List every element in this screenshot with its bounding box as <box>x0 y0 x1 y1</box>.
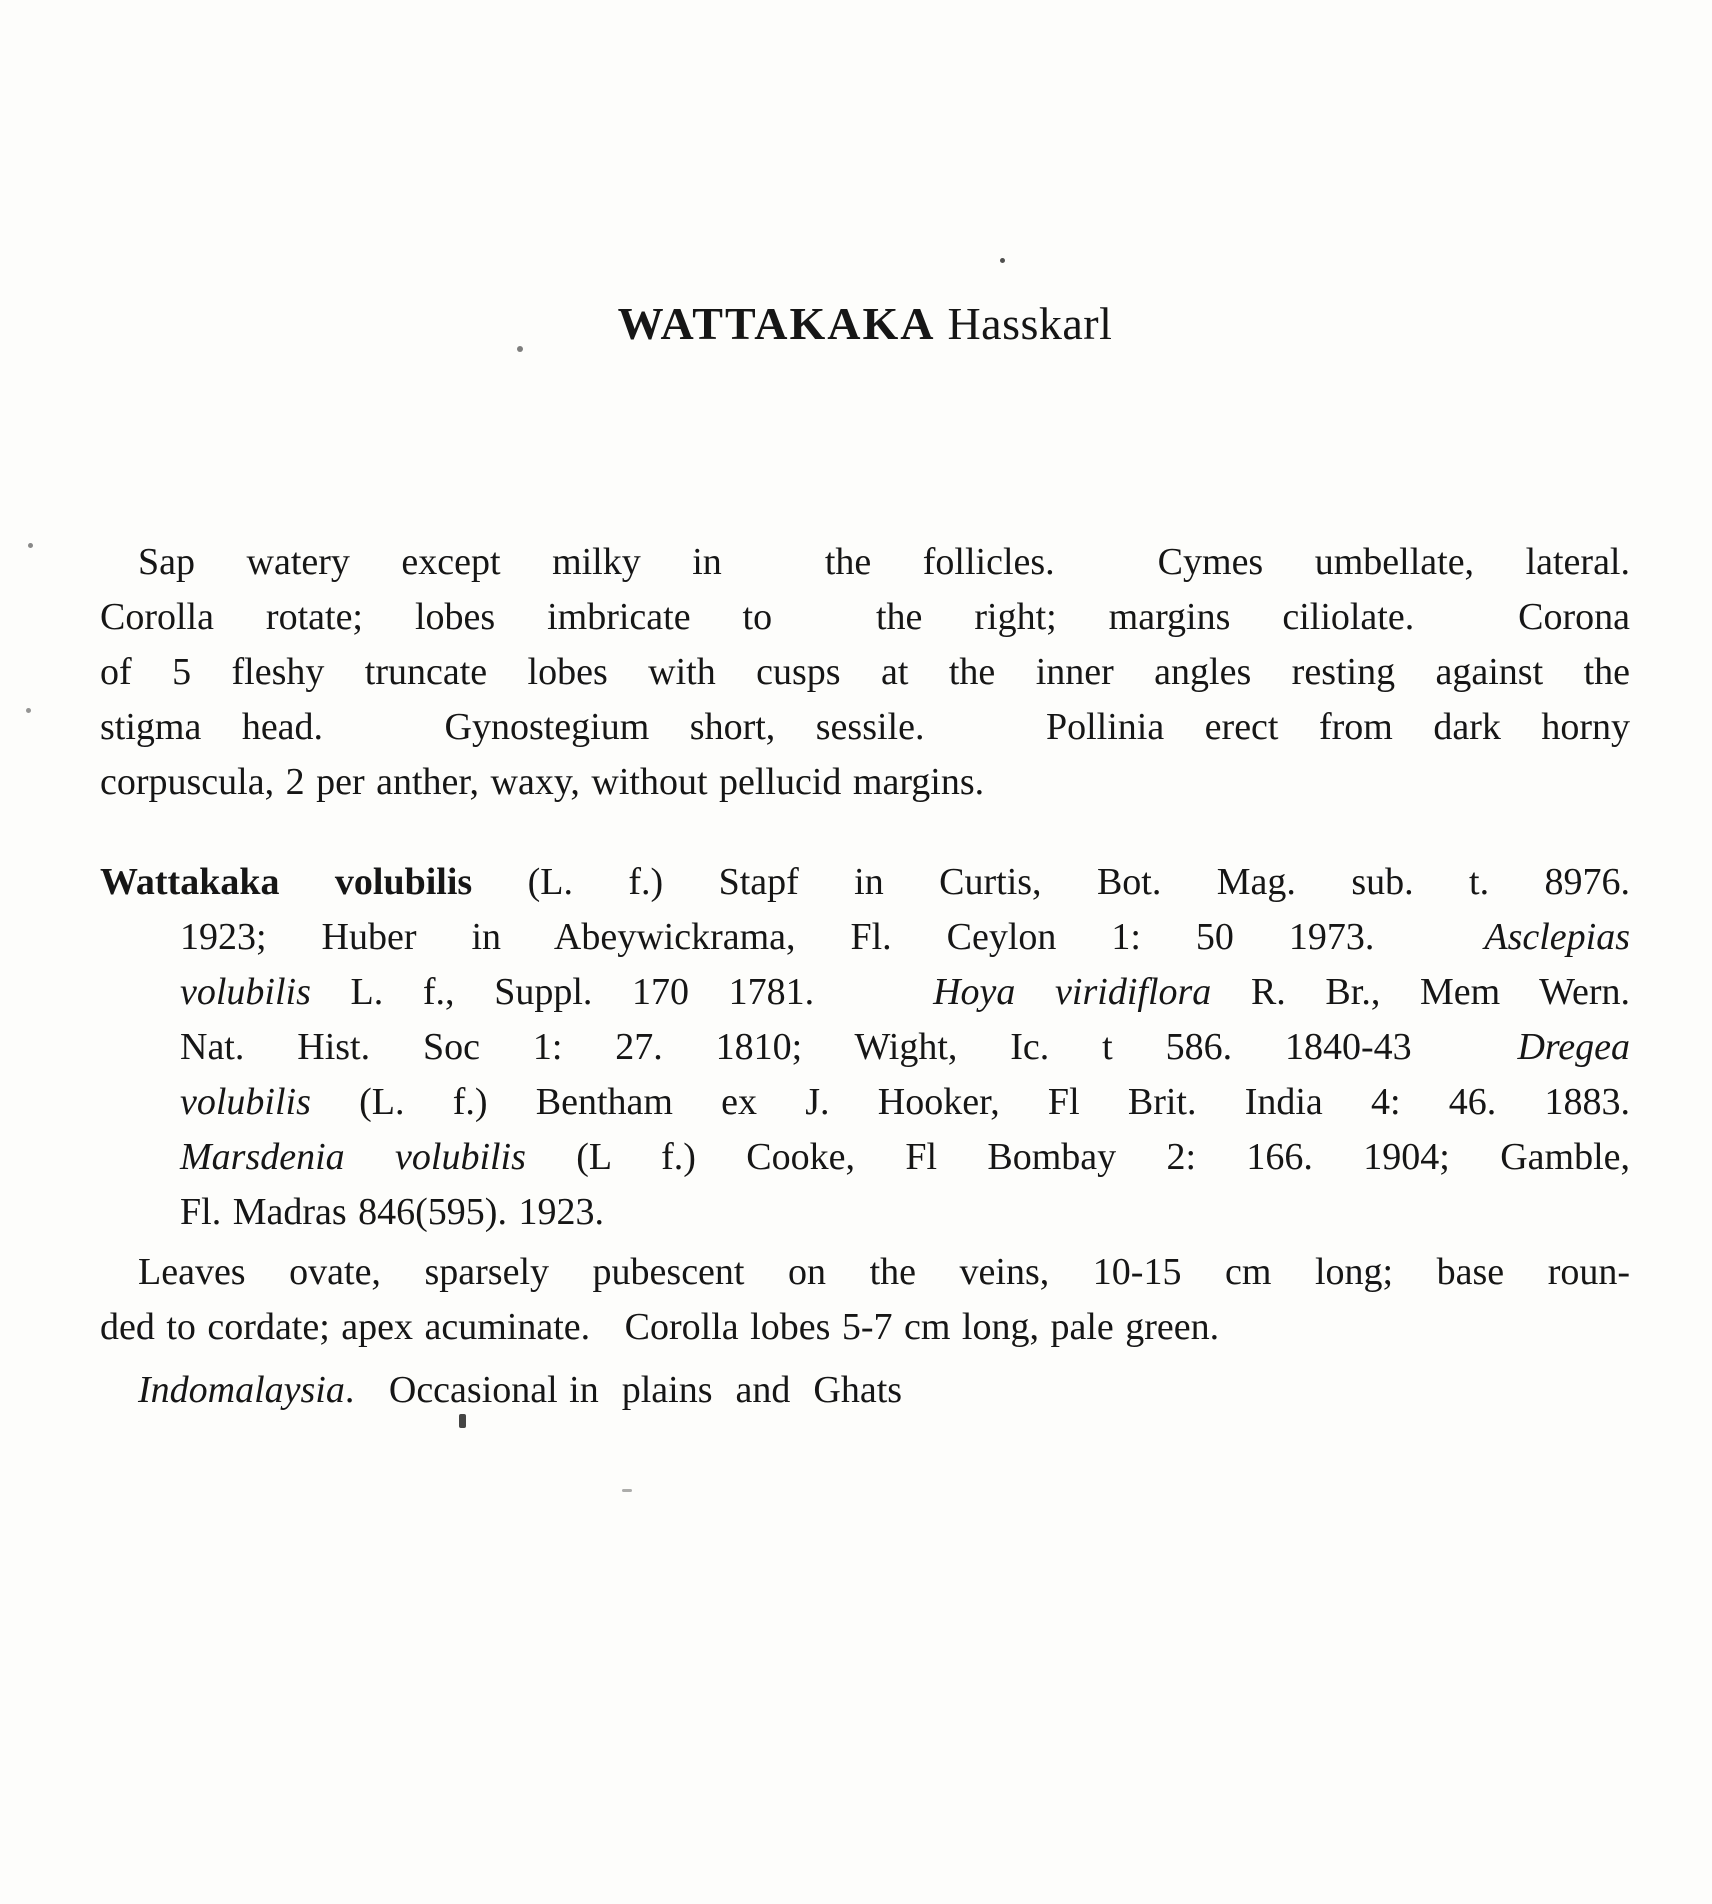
text-segment: . Occasional in plains and Ghats <box>344 1369 903 1411</box>
text-line <box>100 1300 1630 1355</box>
text-segment: WATTAKAKA <box>617 298 936 349</box>
text-segment: ded to cordate; apex acuminate. Corolla lobes 5-7 cm long, pale green. <box>100 1306 1220 1348</box>
text-segment: (L. f.) Stapf in Curtis, Bot. Mag. sub. t. 8976. <box>472 861 1630 903</box>
text-segment: (L f.) Cooke, Fl Bombay 2: 166. 1904; Gamble, <box>525 1136 1630 1178</box>
text-segment: Nat. Hist. Soc 1: 27. 1810; Wight, Ic. t 586. 1840-43 <box>180 1026 1518 1068</box>
text-line <box>100 855 1630 910</box>
scan-speck <box>1000 258 1005 263</box>
text-segment: Hoya viridiflora <box>933 971 1212 1013</box>
text-line <box>100 1363 1630 1418</box>
text-line <box>180 1130 1630 1185</box>
text-segment: Sap watery except milky in the follicles. Cymes umbellate, lateral. <box>138 541 1630 583</box>
text-line <box>180 965 1630 1020</box>
text-line <box>180 1075 1630 1130</box>
text-line <box>100 700 1630 755</box>
text-line <box>100 1245 1630 1300</box>
para-species-synonymy <box>100 855 1630 1240</box>
text-segment: Asclepias <box>1484 916 1630 958</box>
text-segment: 1923; Huber in Abeywickrama, Fl. Ceylon 1: 50 1973. <box>180 916 1485 958</box>
text-segment: stigma head. Gynostegium short, sessile. Pollinia erect from dark horny <box>100 706 1630 748</box>
text-segment: corpuscula, 2 per anther, waxy, without pellucid margins. <box>100 761 985 803</box>
scan-speck <box>28 543 33 548</box>
page-title <box>100 296 1630 351</box>
text-segment: Indomalaysia <box>138 1369 345 1411</box>
scan-speck <box>26 708 31 713</box>
text-segment: Corolla rotate; lobes imbricate to the right; margins ciliolate. Corona <box>100 596 1630 638</box>
scan-speck <box>622 1489 632 1492</box>
text-segment: volubilis <box>180 1081 311 1123</box>
scan-speck <box>459 1414 466 1428</box>
text-segment: volubilis <box>180 971 311 1013</box>
text-segment: Dregea <box>1517 1026 1630 1068</box>
text-segment: Hasskarl <box>935 298 1113 349</box>
para-distribution <box>100 1363 1630 1418</box>
text-segment: of 5 fleshy truncate lobes with cusps at the inner angles resting against the <box>100 651 1630 693</box>
text-segment: Leaves ovate, sparsely pubescent on the veins, 10-15 cm long; base roun- <box>138 1251 1630 1293</box>
para-genus-description <box>100 535 1630 810</box>
text-line <box>100 645 1630 700</box>
text-segment: Wattakaka volubilis <box>100 861 473 903</box>
text-segment: Marsdenia volubilis <box>180 1136 526 1178</box>
text-line <box>100 755 1630 810</box>
text-segment: Fl. Madras 846(595). 1923. <box>180 1191 604 1233</box>
text-line <box>180 910 1630 965</box>
scan-speck <box>517 346 523 352</box>
text-segment: (L. f.) Bentham ex J. Hooker, Fl Brit. India 4: 46. 1883. <box>310 1081 1630 1123</box>
text-line <box>100 535 1630 590</box>
text-line <box>180 1185 1630 1240</box>
text-line <box>100 590 1630 645</box>
para-morphology <box>100 1245 1630 1355</box>
text-line <box>180 1020 1630 1075</box>
page-content <box>100 535 1630 1418</box>
text-segment: R. Br., Mem Wern. <box>1211 971 1630 1013</box>
text-segment: L. f., Suppl. 170 1781. <box>310 971 934 1013</box>
